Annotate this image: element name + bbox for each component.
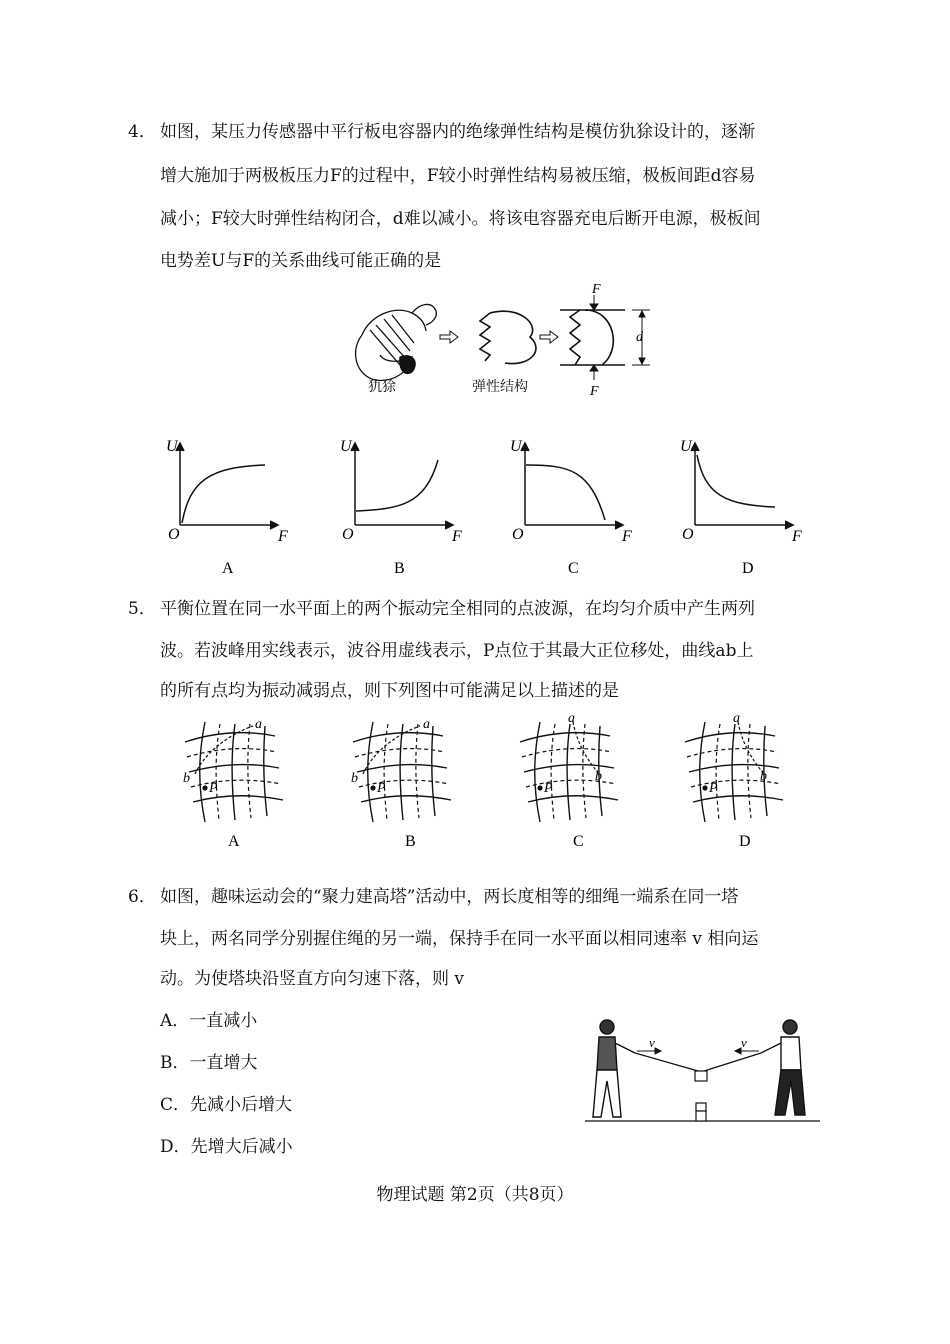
svg-text:b: b xyxy=(351,771,358,786)
q4-line-4: 电势差U与F的关系曲线可能正确的是 xyxy=(160,251,442,271)
graph-option-b: B xyxy=(394,560,405,577)
graph-option-a: A xyxy=(222,560,234,577)
q4-line-3: 减小；F较大时弹性结构闭合，d难以减小。将该电容器充电后断开电源，极板间 xyxy=(160,209,761,229)
graph-option-c: C xyxy=(568,560,579,577)
graph-a-origin: O xyxy=(168,526,180,543)
graph-b-y-label: U xyxy=(340,438,352,455)
graph-d-origin: O xyxy=(682,526,694,543)
graph-b-origin: O xyxy=(342,526,354,543)
force-label-top: F xyxy=(592,282,601,297)
svg-text:a: a xyxy=(733,711,740,726)
velocity-label-left: v xyxy=(649,1035,655,1050)
q5-line-1: 平衡位置在同一水平面上的两个振动完全相同的点波源，在均匀介质中产生两列 xyxy=(160,599,755,619)
arrow-right-icon xyxy=(440,331,458,343)
q6-choice-d[interactable]: D．先增大后减小 xyxy=(160,1137,293,1157)
q6-choice-c[interactable]: C．先减小后增大 xyxy=(160,1095,293,1115)
svg-text:a: a xyxy=(255,717,262,732)
graph-d xyxy=(691,443,793,529)
q6-line-1: 如图，趣味运动会的“聚力建高塔”活动中，两长度相等的细绳一端系在同一塔 xyxy=(160,887,739,907)
graph-c xyxy=(521,443,623,529)
q6-number: 6． xyxy=(128,887,156,907)
q4-graphs xyxy=(150,435,820,580)
wave-figure-b xyxy=(353,722,451,822)
graph-c-x-label: F xyxy=(622,528,632,545)
graph-b xyxy=(351,443,453,529)
q5-wave-figures xyxy=(175,712,795,852)
graph-c-y-label: U xyxy=(510,438,522,455)
q5-line-3: 的所有点均为振动减弱点，则下列图中可能满足以上描述的是 xyxy=(160,681,619,701)
wave-option-a: A xyxy=(228,833,240,850)
q6-choice-b[interactable]: B．一直增大 xyxy=(160,1053,258,1073)
armadillo-label: 犰狳 xyxy=(368,380,396,395)
wave-figure-d xyxy=(685,722,783,822)
graph-a-y-label: U xyxy=(166,438,178,455)
person-left-icon xyxy=(593,1020,635,1117)
tower-block-icon xyxy=(695,1071,707,1081)
q4-line-2: 增大施加于两极板压力F的过程中，F较小时弹性结构易被压缩，极板间距d容易 xyxy=(160,166,756,186)
velocity-label-right: v xyxy=(741,1035,747,1050)
graph-a xyxy=(176,443,278,529)
q6-choice-a[interactable]: A．一直减小 xyxy=(160,1011,258,1031)
wave-figure-c xyxy=(520,722,618,822)
svg-text:a: a xyxy=(568,711,575,726)
svg-text:P: P xyxy=(709,781,718,796)
arrow-right-icon xyxy=(540,331,558,343)
svg-text:P: P xyxy=(544,781,553,796)
armadillo-icon xyxy=(356,304,437,380)
graph-a-x-label: F xyxy=(278,528,288,545)
elastic-label: 弹性结构 xyxy=(472,380,528,395)
svg-text:b: b xyxy=(595,769,602,784)
wave-figure-a xyxy=(185,722,283,822)
q6-tower-figure xyxy=(585,1015,820,1130)
graph-d-x-label: F xyxy=(792,528,802,545)
graph-d-y-label: U xyxy=(680,438,692,455)
force-label-bottom: F xyxy=(590,384,599,399)
svg-text:b: b xyxy=(183,771,190,786)
q6-line-2: 块上，两名同学分别握住绳的另一端，保持手在同一水平面以相同速率 v 相向运 xyxy=(160,929,759,949)
wave-option-c: C xyxy=(573,833,584,850)
wave-option-d: D xyxy=(739,833,751,850)
graph-option-d: D xyxy=(742,560,754,577)
elastic-structure-icon xyxy=(480,311,536,363)
svg-text:a: a xyxy=(423,717,430,732)
page-footer: 物理试题 第2页（共8页） xyxy=(376,1185,574,1205)
wave-option-b: B xyxy=(405,833,416,850)
graph-c-origin: O xyxy=(512,526,524,543)
q5-number: 5． xyxy=(128,599,156,619)
person-right-icon xyxy=(761,1020,805,1115)
q6-line-3: 动。为使塔块沿竖直方向匀速下落，则 v xyxy=(160,969,465,989)
graph-b-x-label: F xyxy=(452,528,462,545)
svg-text:P: P xyxy=(209,781,218,796)
distance-label: d xyxy=(636,330,643,345)
q4-number: 4． xyxy=(128,122,156,142)
q5-line-2: 波。若波峰用实线表示，波谷用虚线表示，P点位于其最大正位移处，曲线ab上 xyxy=(160,641,754,661)
capacitor-plates-icon xyxy=(560,310,625,365)
q4-line-1: 如图，某压力传感器中平行板电容器内的绝缘弹性结构是模仿犰狳设计的，逐渐 xyxy=(160,122,755,142)
svg-text:b: b xyxy=(760,769,767,784)
svg-text:P: P xyxy=(377,781,386,796)
